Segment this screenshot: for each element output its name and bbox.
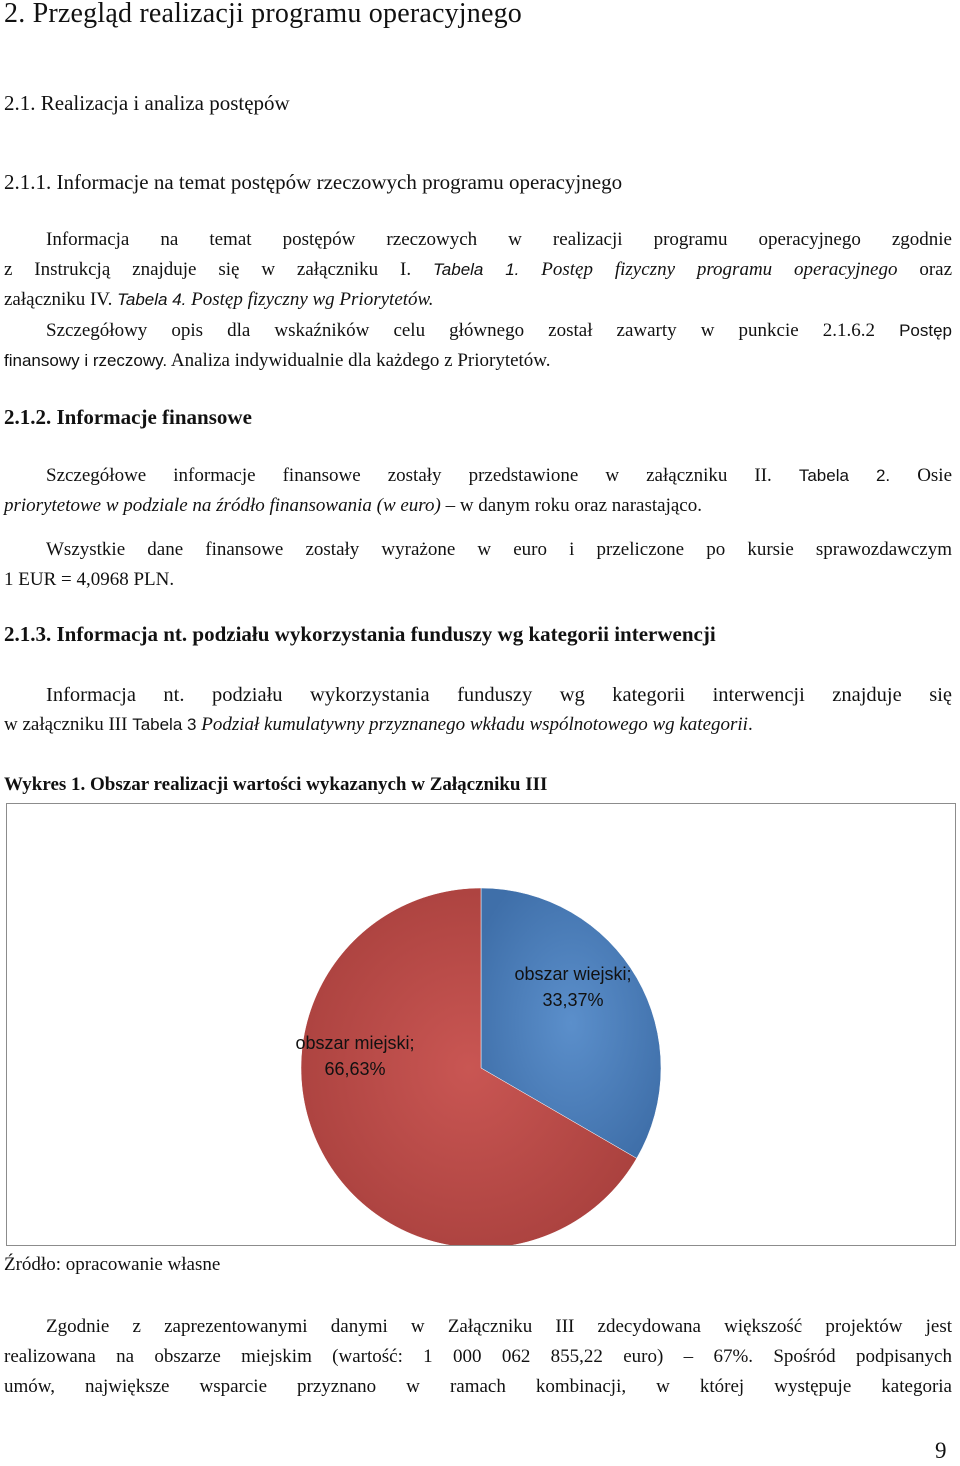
subsection-heading-2-1: 2.1. Realizacja i analiza postępów: [4, 91, 290, 115]
paragraph-line: [4, 461, 952, 491]
paragraph-line: 1 EUR = 4,0968 PLN.: [4, 569, 175, 590]
text-run: w załączniku III: [4, 714, 128, 735]
text-run: Szczegółowe informacje finansowe zostały przedstawione w załączniku II.: [46, 465, 772, 486]
paragraph-indicators: [4, 316, 952, 376]
paragraph-conclusion: [4, 1312, 952, 1402]
table-reference: Tabela 2.: [798, 466, 891, 485]
pie-label-name: obszar miejski;: [295, 1033, 415, 1053]
pie-chart: [7, 804, 955, 1245]
text-run: – w danym roku oraz narastająco.: [445, 495, 702, 516]
text-run: .: [747, 714, 753, 735]
text-run: Szczegółowy opis dla wskaźników celu głównego został zawarty w punkcie 2.1.6.2: [46, 320, 875, 341]
table-title: Postęp fizyczny wg Priorytetów.: [191, 289, 434, 310]
text-run: Analiza indywidualnie dla każdego z Priorytetów.: [170, 350, 551, 371]
chart-caption: Wykres 1. Obszar realizacji wartości wykazanych w Załączniku III: [4, 774, 548, 795]
chart-source: Źródło: opracowanie własne: [4, 1254, 221, 1275]
text-run: Postęp: [899, 321, 953, 340]
paragraph-line: [4, 316, 952, 346]
table-reference: Tabela 1.: [432, 260, 520, 279]
pie-chart-frame: [6, 803, 956, 1246]
paragraph-line: [4, 346, 952, 376]
text-run: z Instrukcją znajduje się w załączniku I.: [4, 259, 412, 280]
paragraph-exchange-rate: [4, 535, 952, 595]
text-run: oraz: [919, 259, 953, 280]
text-run: Osie: [917, 465, 953, 486]
table-title: Postęp fizyczny programu operacyjnego: [541, 259, 898, 280]
pie-label-name: obszar wiejski;: [514, 964, 632, 984]
paragraph-line: Wszystkie dane finansowe zostały wyrażone w euro i przeliczone po kursie sprawozdawczym: [46, 539, 952, 560]
paragraph-physical-progress: [4, 225, 952, 315]
table-title: Podział kumulatywny przyznanego wkładu wspólnotowego wg kategorii: [201, 714, 748, 735]
paragraph-line: realizowana na obszarze miejskim (wartość: 1 000 062 855,22 euro) – 67%. Spośród podpisanych: [4, 1346, 952, 1367]
paragraph-financial-info: [4, 461, 952, 521]
paragraph-intervention-categories: [4, 680, 952, 740]
subsection-heading-2-1-2: 2.1.2. Informacje finansowe: [4, 405, 252, 429]
page-number: 9: [935, 1438, 947, 1463]
paragraph-line: Informacja na temat postępów rzeczowych w realizacji programu operacyjnego zgodnie: [46, 229, 952, 250]
subsection-heading-2-1-3: 2.1.3. Informacja nt. podziału wykorzystania funduszy wg kategorii interwencji: [4, 622, 716, 646]
table-reference: Tabela 3: [132, 715, 197, 734]
paragraph-line: [4, 710, 952, 740]
pie-label-value: 66,63%: [324, 1059, 386, 1079]
subsection-heading-2-1-1: 2.1.1. Informacje na temat postępów rzeczowych programu operacyjnego: [4, 170, 623, 194]
text-run: załączniku IV.: [4, 289, 113, 310]
pie-label-value: 33,37%: [542, 990, 604, 1010]
paragraph-line: Informacja nt. podziału wykorzystania funduszy wg kategorii interwencji znajduje się: [46, 684, 952, 706]
paragraph-line: [4, 285, 952, 315]
table-title: priorytetowe w podziale na źródło finansowania (w euro): [4, 495, 441, 516]
text-run: finansowy i rzeczowy.: [4, 351, 168, 370]
paragraph-line: [4, 491, 952, 521]
paragraph-line: umów, największe wsparcie przyznano w ramach kombinacji, w której występuje kategoria: [4, 1376, 952, 1397]
paragraph-line: Zgodnie z zaprezentowanymi danymi w Załączniku III zdecydowana większość projektów jest: [46, 1316, 952, 1337]
paragraph-line: [4, 255, 952, 285]
section-heading-2: 2. Przegląd realizacji programu operacyjnego: [4, 0, 523, 29]
table-reference: Tabela 4.: [117, 290, 187, 309]
